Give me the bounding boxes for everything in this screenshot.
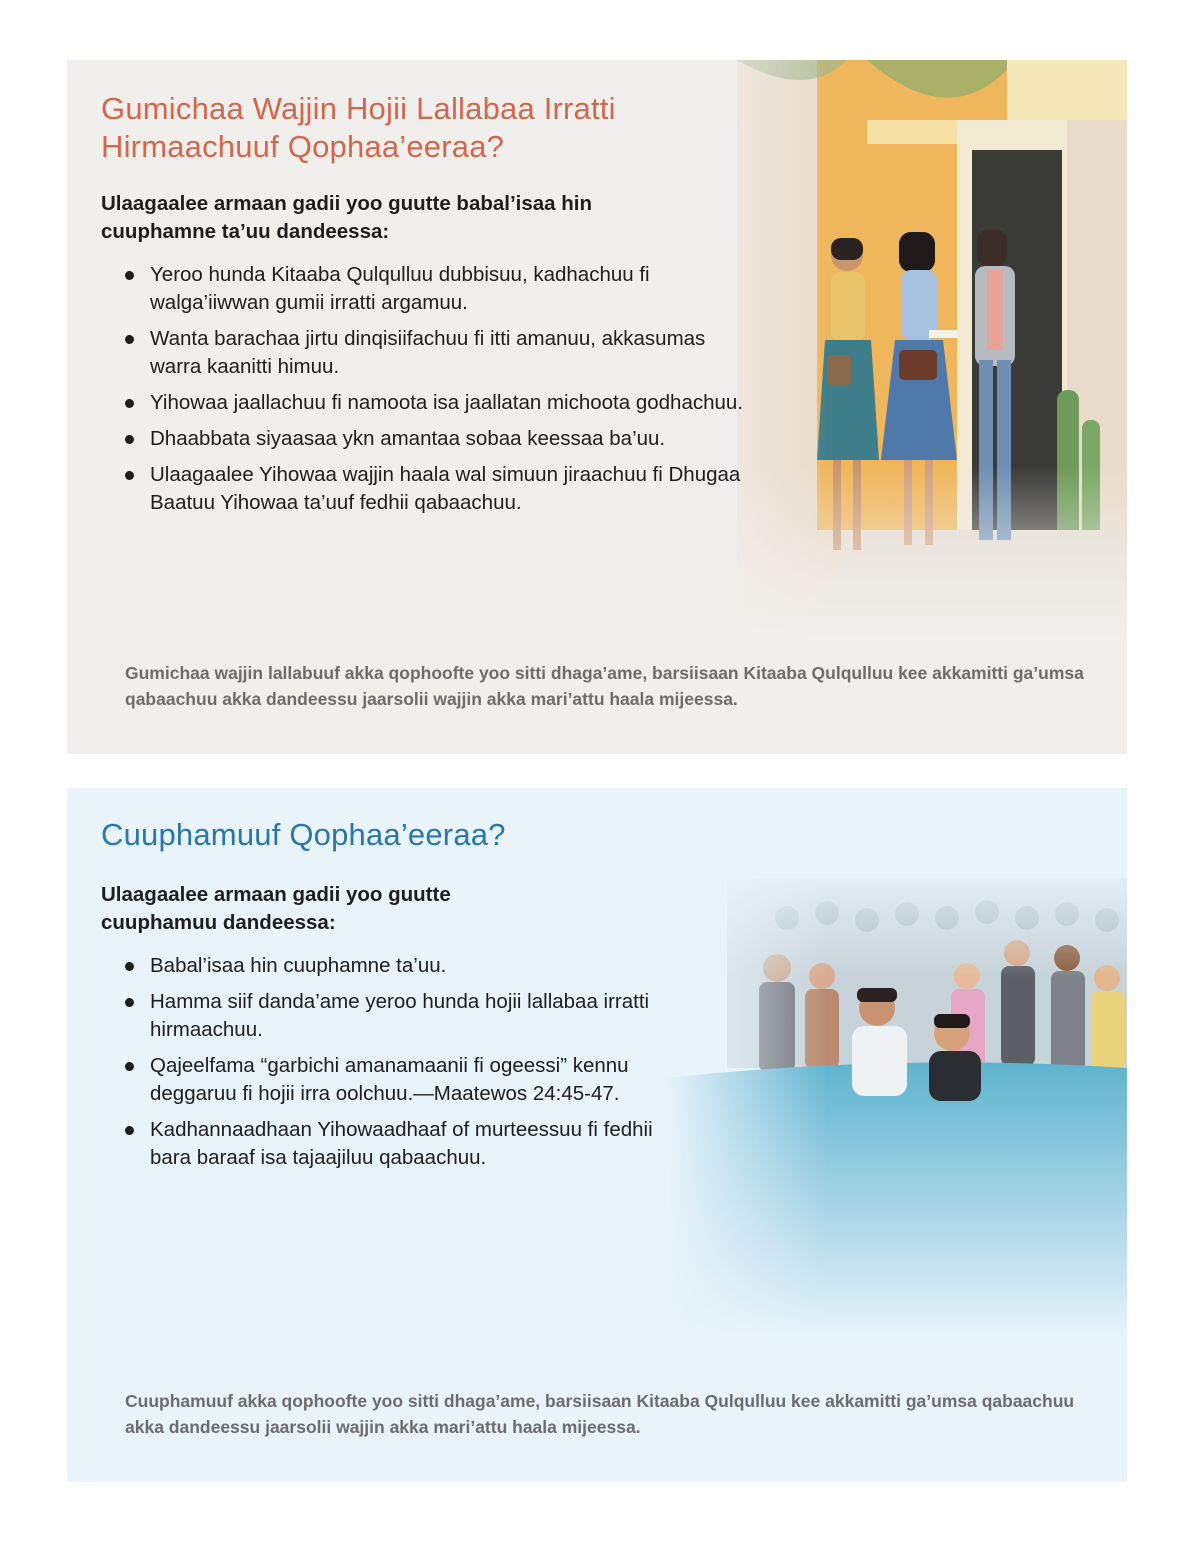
bullet-icon bbox=[125, 998, 134, 1007]
section-intro: Ulaagaalee armaan gadii yoo guutte cuuphamuu dandeessa: bbox=[101, 883, 451, 934]
bullet-icon bbox=[125, 435, 134, 444]
bullet-icon bbox=[125, 1126, 134, 1135]
bullet-icon bbox=[125, 271, 134, 280]
bullet-icon bbox=[125, 335, 134, 344]
section-footnote: Cuuphamuuf akka qophoofte yoo sitti dhaga’ame, barsiisaan Kitaaba Qulqulluu kee akkamitti ga’umsa qabaachuu akka dandeessu jaarsolii wajjin akka mari’attu haala mijeessa. bbox=[125, 1391, 1075, 1437]
baptism-readiness-card bbox=[67, 788, 1127, 1482]
bullet-icon bbox=[125, 1062, 134, 1071]
section-intro: Ulaagaalee armaan gadii yoo guutte babal’isaa hin cuuphamne ta’uu dandeessa: bbox=[101, 192, 593, 243]
bullet-icon bbox=[125, 471, 134, 480]
requirements-list bbox=[125, 952, 665, 1180]
section-footnote: Gumichaa wajjin lallabuuf akka qophoofte yoo sitti dhaga’ame, barsiisaan Kitaaba Qulqulluu kee akkamitti ga’umsa qabaachuu akka dandeessu jaarsolii wajjin akka mari’attu haala mijeessa. bbox=[125, 663, 1084, 709]
baptism-illustration bbox=[667, 858, 1127, 1338]
ministry-readiness-card bbox=[67, 60, 1127, 754]
bullet-icon bbox=[125, 399, 134, 408]
list-item: Qajeelfama “garbichi amanamaanii fi ogeessi” kennu deggaruu fi hojii irra oolchuu.—Maatewos 24:45-47. bbox=[125, 1052, 665, 1108]
list-item: Yeroo hunda Kitaaba Qulqulluu dubbisuu, kadhachuu fi walga’iiwwan gumii irratti argamuu. bbox=[125, 261, 745, 317]
bullet-icon bbox=[125, 962, 134, 971]
list-item: Yihowaa jaallachuu fi namoota isa jaallatan michoota godhachuu. bbox=[125, 389, 745, 417]
list-item: Dhaabbata siyaasaa ykn amantaa sobaa keessaa ba’uu. bbox=[125, 425, 745, 453]
list-item: Kadhannaadhaan Yihowaadhaaf of murteessuu fi fedhii bara baraaf isa tajaajiluu qabaachuu. bbox=[125, 1116, 665, 1172]
section-title: Cuuphamuuf Qophaa’eeraa? bbox=[101, 817, 506, 852]
list-item: Babal’isaa hin cuuphamne ta’uu. bbox=[125, 952, 665, 980]
list-item: Wanta barachaa jirtu dinqisiifachuu fi itti amanuu, akkasumas warra kaanitti himuu. bbox=[125, 325, 745, 381]
list-item: Hamma siif danda’ame yeroo hunda hojii lallabaa irratti hirmaachuu. bbox=[125, 988, 665, 1044]
requirements-list bbox=[125, 261, 745, 525]
section-title: Gumichaa Wajjin Hojii Lallabaa Irratti Hirmaachuuf Qophaa’eeraa? bbox=[101, 91, 616, 164]
list-item: Ulaagaalee Yihowaa wajjin haala wal simuun jiraachuu fi Dhugaa Baatuu Yihowaa ta’uuf fedhii qabaachuu. bbox=[125, 461, 745, 517]
